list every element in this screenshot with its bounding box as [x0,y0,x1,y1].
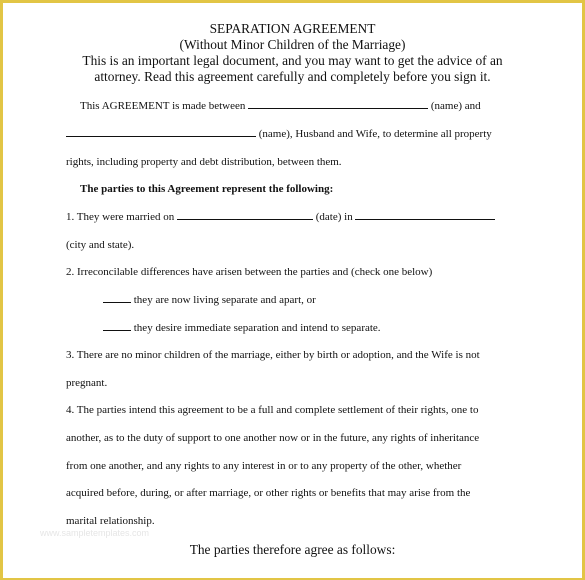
item-1-continuation: (city and state). [66,239,135,251]
option-1-label: they are now living separate and apart, or [133,294,316,306]
intro-prefix: This AGREEMENT is made between [80,100,246,112]
item-4-line-3: from one another, and any rights to any interest in or to any property of the other, whether [66,460,462,472]
intro-name1-label: (name) and [430,100,481,112]
intro-name2-label: (name), Husband and Wife, to determine all property [258,128,492,140]
item-3-line-2: pregnant. [66,377,108,389]
item-4-line-1: 4. The parties intend this agreement to be a full and complete settlement of their rights, one to [66,404,479,416]
item-2: 2. Irreconcilable differences have arisen between the parties and (check one below) [66,266,433,278]
item-3-line-1: 3. There are no minor children of the marriage, either by birth or adoption, and the Wife is not [66,349,480,361]
item-1-date-label: (date) in [315,211,353,223]
item-4-line-4: acquired before, during, or after marriage, or other rights or benefits that may arise from the [66,487,471,499]
notice-line-1: This is an important legal document, and you may want to get the advice of an [82,53,503,68]
document-title: SEPARATION AGREEMENT [209,21,376,36]
item-4-line-2: another, as to the duty of support to one another now or in the future, any rights of inheritance [66,432,480,444]
watermark: www.sampletemplates.com [40,528,150,538]
intro-line-3: rights, including property and debt distribution, between them. [66,156,342,168]
notice-line-2: attorney. Read this agreement carefully and completely before you sign it. [94,69,491,84]
item-4-line-5: marital relationship. [66,515,155,527]
parties-heading: The parties to this Agreement represent the following: [80,183,334,195]
item-1-prefix: 1. They were married on [66,211,175,223]
closing-line: The parties therefore agree as follows: [189,542,396,557]
option-2-label: they desire immediate separation and intend to separate. [133,322,381,334]
document-subtitle: (Without Minor Children of the Marriage) [179,37,406,52]
